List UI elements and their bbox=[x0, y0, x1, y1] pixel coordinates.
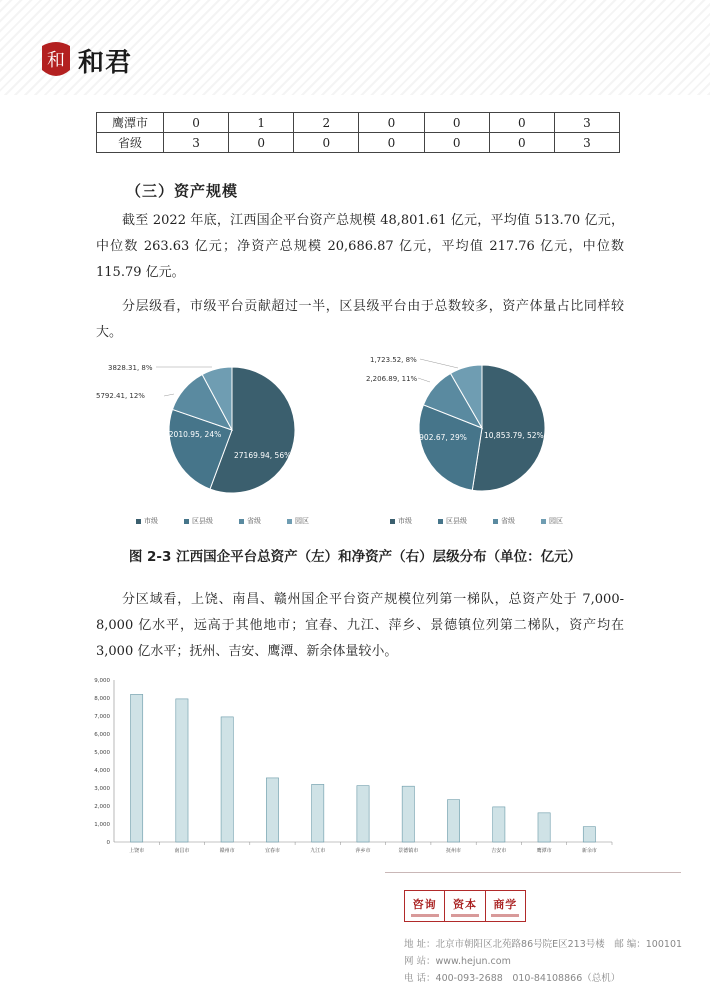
table-cell: 0 bbox=[489, 133, 554, 153]
pie-legend-left bbox=[136, 516, 309, 526]
pie-label-provincial: 5792.41, 12% bbox=[96, 392, 145, 400]
legend-item: 区县级 bbox=[438, 516, 467, 526]
y-tick-label: 6,000 bbox=[94, 732, 110, 738]
x-category-label: 萍乡市 bbox=[355, 848, 371, 854]
table-cell: 0 bbox=[424, 113, 489, 133]
pie-label-city: 27169.94, 56% bbox=[234, 451, 292, 460]
badge-cell: 商学 bbox=[486, 891, 525, 921]
pie-label-county: 12010.95, 24% bbox=[164, 430, 222, 439]
y-tick-label: 7,000 bbox=[94, 714, 110, 720]
bar-5 bbox=[357, 786, 369, 842]
bar-0 bbox=[131, 694, 143, 842]
pie-label-county: 5,902.67, 29% bbox=[412, 433, 467, 442]
table-cell: 0 bbox=[294, 133, 359, 153]
bar-10 bbox=[583, 827, 595, 842]
y-tick-label: 1,000 bbox=[94, 822, 110, 828]
bar-6 bbox=[402, 786, 414, 842]
pie-legend-right bbox=[390, 516, 563, 526]
bar-2 bbox=[221, 717, 233, 842]
legend-item: 市级 bbox=[390, 516, 412, 526]
x-category-label: 南昌市 bbox=[174, 848, 190, 854]
y-tick-label: 5,000 bbox=[94, 750, 110, 756]
brand-logo bbox=[38, 40, 148, 84]
legend-item: 市级 bbox=[136, 516, 158, 526]
table-cell: 鹰潭市 bbox=[97, 113, 164, 133]
legend-item: 园区 bbox=[287, 516, 309, 526]
table-cell: 2 bbox=[294, 113, 359, 133]
brand-seal-icon bbox=[38, 40, 74, 80]
x-category-label: 宜春市 bbox=[264, 848, 280, 854]
y-tick-label: 2,000 bbox=[94, 804, 110, 810]
legend-item: 园区 bbox=[541, 516, 563, 526]
x-category-label: 上饶市 bbox=[129, 848, 145, 854]
svg-text:和: 和 bbox=[47, 50, 65, 71]
pie-slice-0 bbox=[472, 365, 545, 491]
legend-item: 省级 bbox=[493, 516, 515, 526]
x-category-label: 抚州市 bbox=[446, 848, 462, 854]
table-row bbox=[97, 133, 620, 153]
figure-caption: 图 2-3 江西国企平台总资产（左）和净资产（右）层级分布（单位：亿元） bbox=[128, 549, 582, 565]
table-cell: 3 bbox=[554, 113, 619, 133]
table-cell: 省级 bbox=[97, 133, 164, 153]
x-category-label: 吉安市 bbox=[491, 848, 507, 854]
bar-3 bbox=[266, 778, 278, 842]
table-cell: 3 bbox=[554, 133, 619, 153]
table-cell: 0 bbox=[164, 113, 229, 133]
table-row bbox=[97, 113, 620, 133]
badge-cell: 资本 bbox=[445, 891, 485, 921]
pie-label-provincial: 2,206.89, 11% bbox=[366, 375, 418, 383]
x-category-label: 景德镇市 bbox=[398, 848, 419, 854]
footer-divider bbox=[385, 872, 681, 873]
pie-slices bbox=[419, 365, 545, 491]
pie-label-park: 3828.31, 8% bbox=[108, 364, 153, 372]
bar-7 bbox=[447, 800, 459, 842]
table-cell: 0 bbox=[359, 113, 424, 133]
table-cell: 0 bbox=[489, 113, 554, 133]
bar-chart-regional-assets bbox=[80, 672, 620, 862]
paragraph-level-analysis: 分层级看，市级平台贡献超过一半，区县级平台由于总数较多，资产体量占比同样较大。 bbox=[96, 299, 624, 340]
y-tick-label: 3,000 bbox=[94, 786, 110, 792]
y-tick-label: 4,000 bbox=[94, 768, 110, 774]
x-category-label: 赣州市 bbox=[219, 848, 235, 854]
table-cell: 3 bbox=[164, 133, 229, 153]
bar-9 bbox=[538, 813, 550, 842]
table-cell: 1 bbox=[229, 113, 294, 133]
bar-marks bbox=[129, 694, 597, 854]
pie-chart-net-assets bbox=[364, 348, 574, 498]
bar-8 bbox=[493, 807, 505, 842]
pie-label-park: 1,723.52, 8% bbox=[370, 356, 417, 364]
section-title: （三）资产规模 bbox=[126, 182, 239, 200]
pie-label-city: 10,853.79, 52% bbox=[484, 431, 544, 440]
stats-table bbox=[96, 112, 620, 153]
pie-chart-total-assets bbox=[96, 348, 314, 498]
legend-item: 省级 bbox=[239, 516, 261, 526]
y-tick-label: 0 bbox=[106, 840, 110, 846]
y-tick-label: 8,000 bbox=[94, 696, 110, 702]
table-cell: 0 bbox=[424, 133, 489, 153]
paragraph-regional-analysis: 分区域看，上饶、南昌、赣州国企平台资产规模位列第一梯队，总资产处于 7,000-8,000 亿水平，远高于其他地市；宜春、九江、萍乡、景德镇位列第二梯队，资产均在 3,000 亿水平；抚州、吉安、鹰潭、新余体量较小。 bbox=[96, 592, 624, 659]
footer-badge bbox=[404, 890, 526, 922]
brand-name: 和君 bbox=[78, 48, 133, 78]
footer-phone: 电 话：400-093-2688 010-84108866（总机） bbox=[404, 973, 621, 984]
table-cell: 0 bbox=[359, 133, 424, 153]
footer-website: 网 站：www.hejun.com bbox=[404, 956, 511, 967]
footer-address: 地 址：北京市朝阳区北苑路86号院E区213号楼 邮 编：100101 bbox=[404, 939, 683, 950]
bar-4 bbox=[312, 784, 324, 842]
badge-cell: 咨询 bbox=[405, 891, 445, 921]
x-category-label: 鹰潭市 bbox=[536, 848, 552, 854]
x-category-label: 九江市 bbox=[310, 848, 326, 854]
legend-item: 区县级 bbox=[184, 516, 213, 526]
table-cell: 0 bbox=[229, 133, 294, 153]
bar-1 bbox=[176, 699, 188, 842]
y-tick-label: 9,000 bbox=[94, 678, 110, 684]
bar-axis bbox=[94, 678, 612, 846]
paragraph-asset-summary: 截至 2022 年底，江西国企平台资产总规模 48,801.61 亿元，平均值 513.70 亿元，中位数 263.63 亿元；净资产总规模 20,686.87 亿元，平均值 217.76 亿元，中位数 115.79 亿元。 bbox=[96, 213, 624, 280]
x-category-label: 新余市 bbox=[581, 848, 597, 854]
